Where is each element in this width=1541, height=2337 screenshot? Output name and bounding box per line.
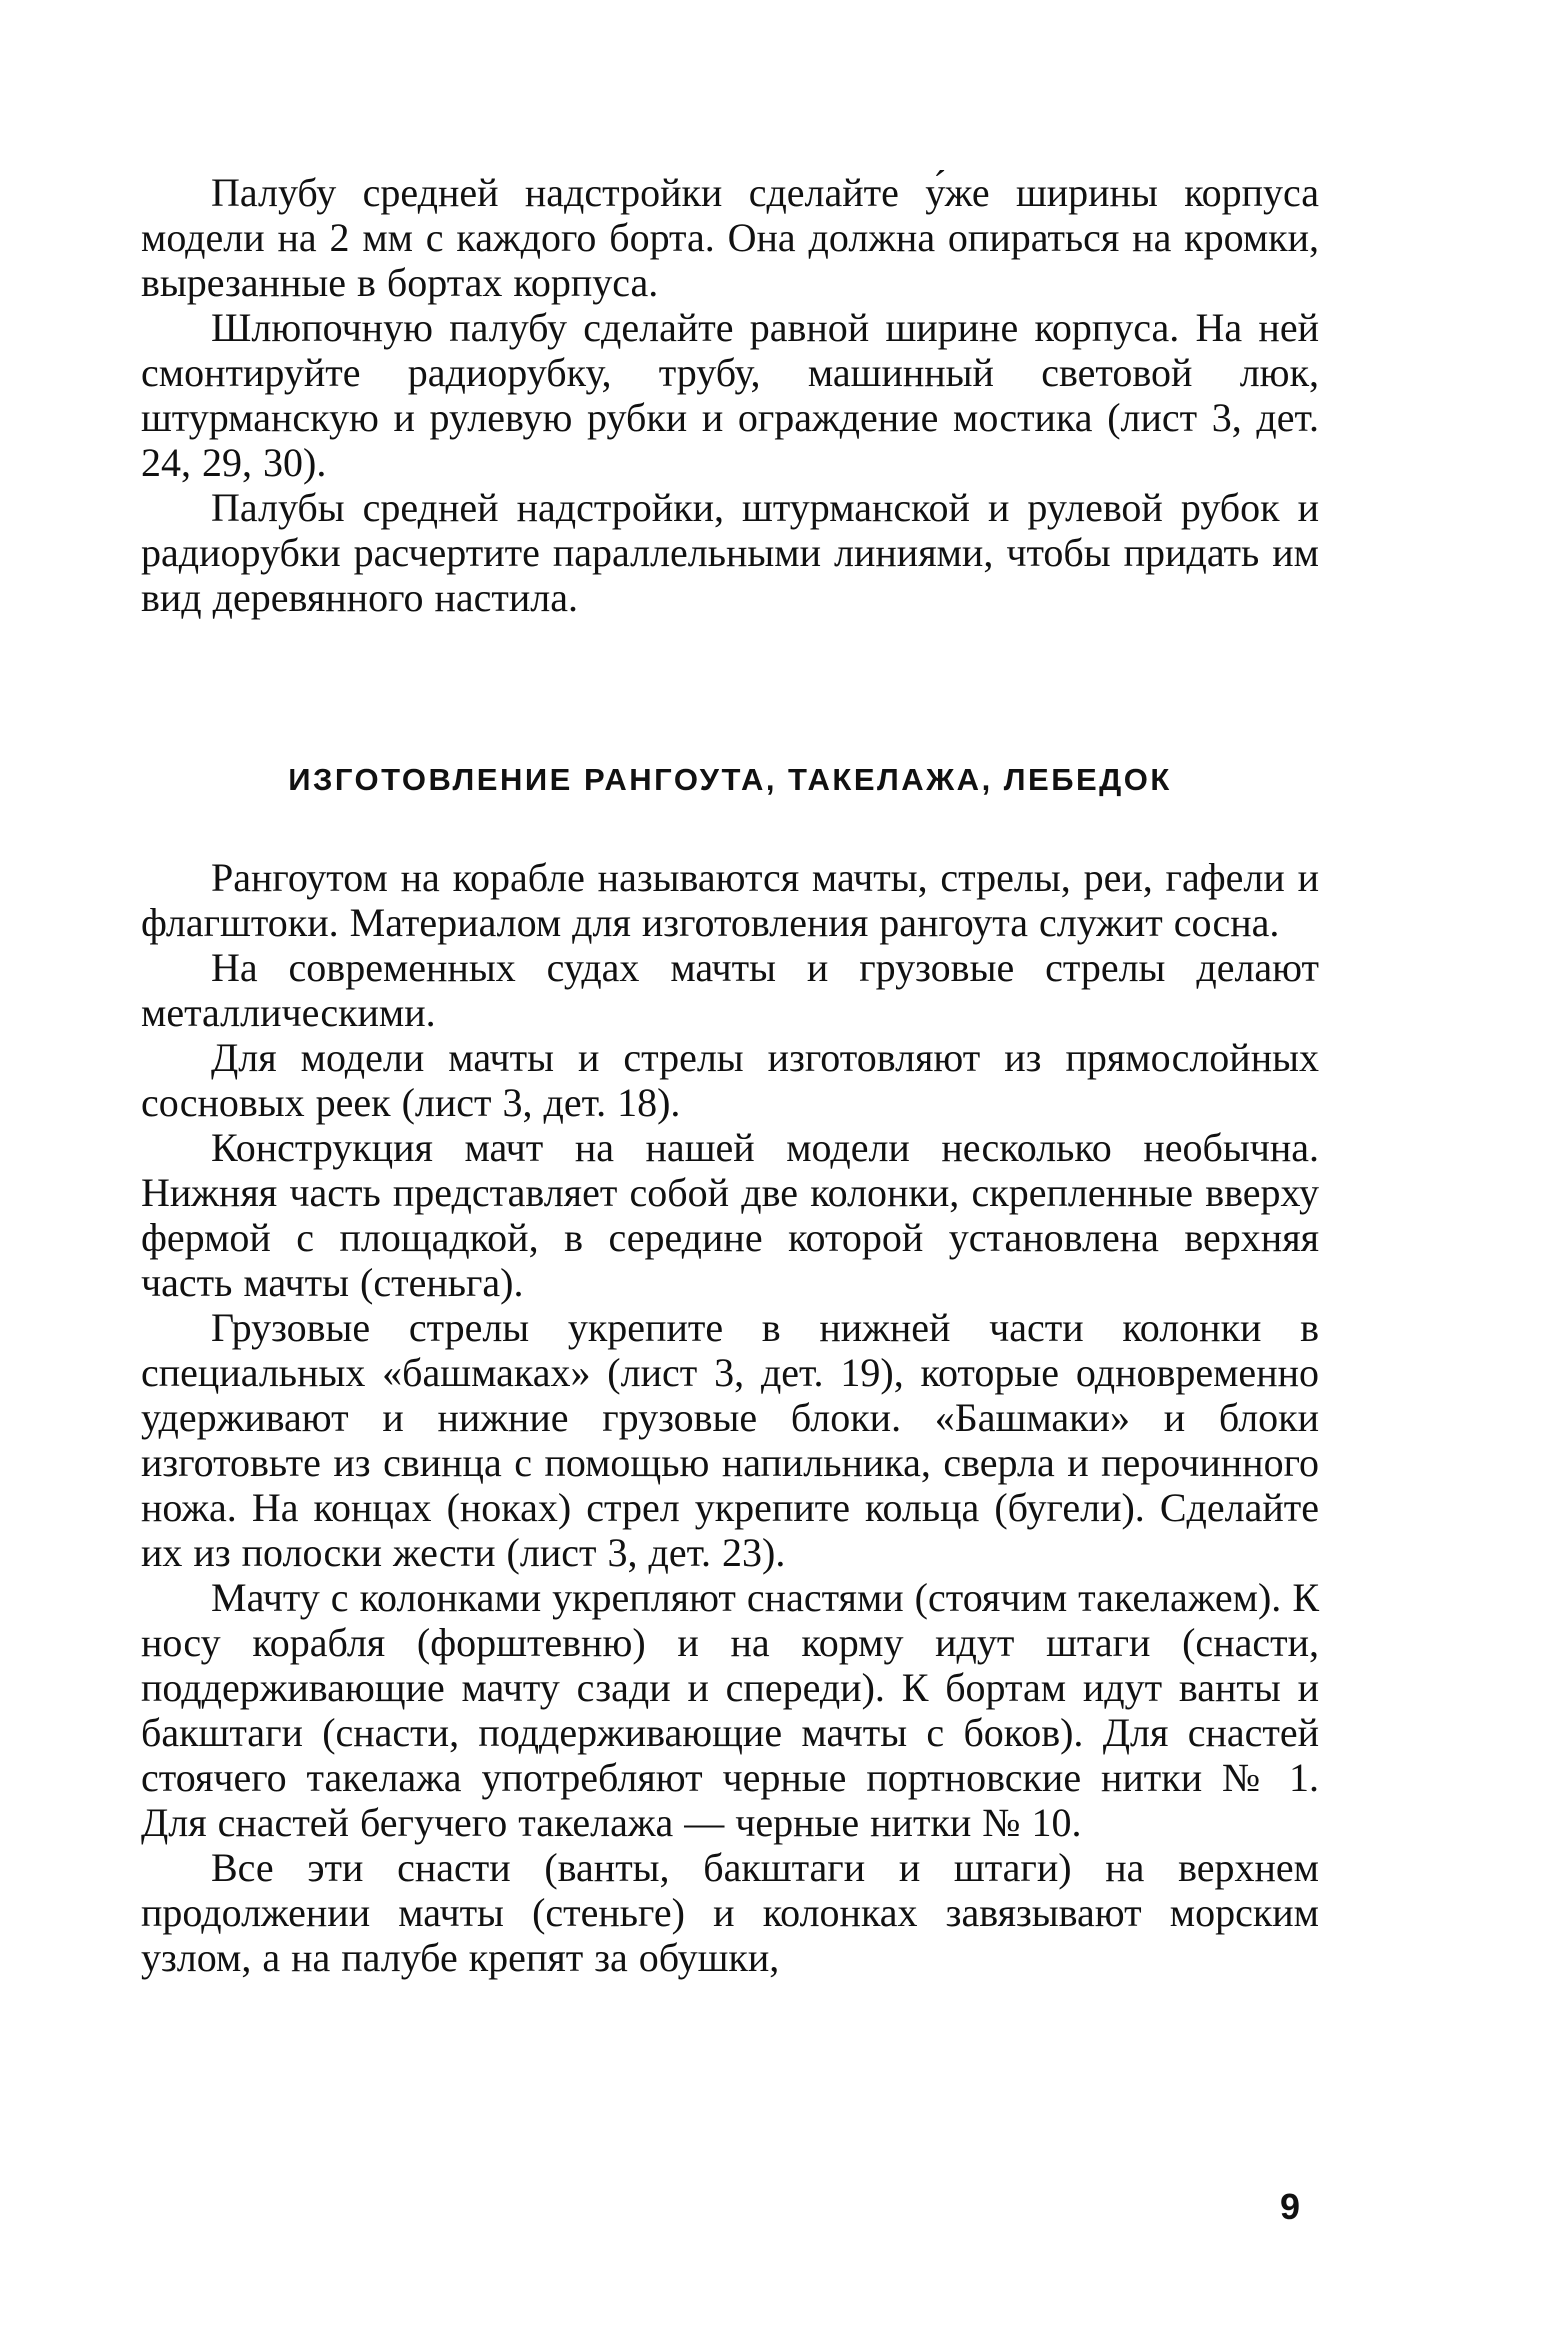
paragraph: Палубы средней надстройки, штурманской и рулевой рубок и радиорубки расчертите параллельными линиями, чтобы придать им вид деревянного настила. xyxy=(141,485,1319,620)
paragraph: Все эти снасти (ванты, бакштаги и штаги) на верхнем продолжении мачты (стеньге) и колонках завязывают морским узлом, а на палубе крепят за обушки, xyxy=(141,1845,1319,1980)
paragraph: Палубу средней надстройки сделайте у́же ширины корпуса модели на 2 мм с каждого борта. Она должна опираться на кромки, вырезанные в бортах корпуса. xyxy=(141,170,1319,305)
section-1-text xyxy=(141,170,1319,620)
section-heading: ИЗГОТОВЛЕНИЕ РАНГОУТА, ТАКЕЛАЖА, ЛЕБЕДОК xyxy=(288,762,1172,797)
paragraph: Рангоутом на корабле называются мачты, стрелы, реи, гафели и флагштоки. Материалом для изготовления рангоута служит сосна. xyxy=(141,855,1319,945)
paragraph: На современных судах мачты и грузовые стрелы делают металлическими. xyxy=(141,945,1319,1035)
page-number: 9 xyxy=(1279,2186,1300,2227)
section-2-text xyxy=(141,855,1319,1980)
paragraph: Конструкция мачт на нашей модели несколько необычна. Нижняя часть представляет собой две колонки, скрепленные вверху фермой с площадкой, в середине которой установлена верхняя часть мачты (стеньга). xyxy=(141,1125,1319,1305)
paragraph: Шлюпочную палубу сделайте равной ширине корпуса. На ней смонтируйте радиорубку, трубу, машинный световой люк, штурманскую и рулевую рубки и ограждение мостика (лист 3, дет. 24, 29, 30). xyxy=(141,305,1319,485)
paragraph: Мачту с колонками укрепляют снастями (стоячим такелажем). К носу корабля (форштевню) и на корму идут штаги (снасти, поддерживающие мачту сзади и спереди). К бортам идут ванты и бакштаги (снасти, поддерживающие мачты с боков). Для снастей стоячего такелажа употребляют черные портновские нитки № 1. Для снастей бегучего такелажа — черные нитки № 10. xyxy=(141,1575,1319,1845)
paragraph: Грузовые стрелы укрепите в нижней части колонки в специальных «башмаках» (лист 3, дет. 19), которые одновременно удерживают и нижние грузовые блоки. «Башмаки» и блоки изготовьте из свинца с помощью напильника, сверла и перочинного ножа. На концах (ноках) стрел укрепите кольца (бугели). Сделайте их из полоски жести (лист 3, дет. 23). xyxy=(141,1305,1319,1575)
paragraph: Для модели мачты и стрелы изготовляют из прямослойных сосновых реек (лист 3, дет. 18). xyxy=(141,1035,1319,1125)
